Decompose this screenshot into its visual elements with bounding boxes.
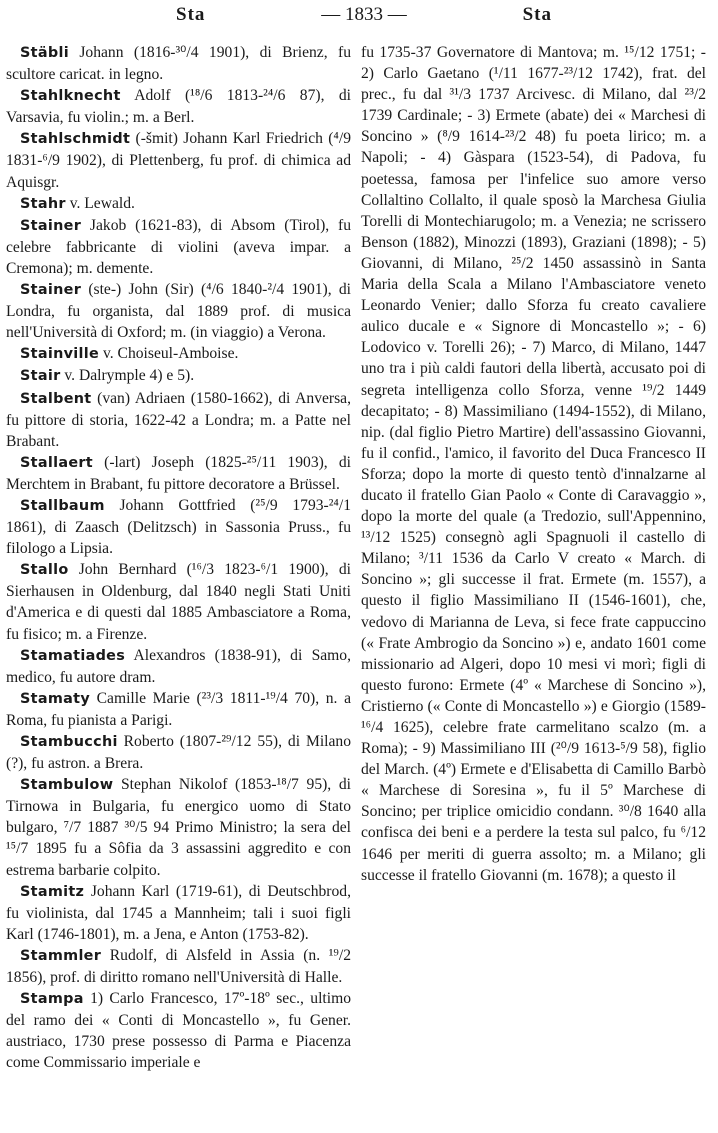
dictionary-entry xyxy=(6,645,351,688)
entry-headword: Stainer xyxy=(20,217,82,234)
dictionary-entry xyxy=(6,193,351,215)
entry-text: Jakob (1621-83), di Absom (Tirol), fu celebre fabbricante di violini (aveva impar. a Cremona); m. demente. xyxy=(6,216,351,277)
right-column-text: fu 1735-37 Governatore di Mantova; m. ¹⁵/12 1751; - 2) Carlo Gaetano (¹/11 1677-²³/12 1742), frat. del prec., fu dal ³¹/3 1737 Arcivesc. di Milano, dal ²³/2 1739 Cardinale; - 3) Ermete (abate) dei « Marchesi di Soncino » (⁸/9 1614-²³/2 48) fu poeta lirico; m. a Napoli; - 4) Gàspara (1523-54), di Padova, fu poetessa, famosa per l'infelice suo amore verso Collaltino Collalto, il quale sposò la Marchesa Giulia Torelli di Montechiarugolo; m. a Venezia; ne scrissero Benson (1882), Minozzi (1893), Graziani (1898); - 5) Giovanni, di Milano, ²⁵/2 1450 assassinò in Santa Maria della Scala a Milano l'Ambasciatore veneto Leonardo Venier; dallo Sforza fu creato cavaliere aulico ducale e « Signore di Moncastello »; - 6) Lodovico v. Torelli 26); - 7) Marco, di Milano, 1447 uno tra i più caldi fautori della libertà, accusato poi di segreta intelligenza collo Sforza, venne ¹⁹/2 1449 decapitato; - 8) Massimiliano (1494-1552), di Milano, nip. (dal figlio Pietro Martire) dell'assassino Giovanni, fu il confid., l'amico, il favorito del Duca Francesco II Sforza; dopo la morte di questo tentò d'innalzarne al ducato il fratello Gian Paolo « Conte di Caravaggio », dopo la morte del quale (a Tredozio, sull'Appennino, ¹³/12 1525) consegnò agli Spagnuoli il castello di Milano; ³/11 1536 da Carlo V creato « March. di Soncino »; gli successe il frat. Ermete (m. 1557), a questo il figlio Massimiliano II (1546-1601), che, vedovo di Marianna de Leva, si fece frate cappuccino (« Frate Ambrogio da Soncino ») e, andato 1601 come missionario ad Algeri, dopo 10 mesi vi morì; figli di questo furono: Ermete (4º « Marchese di Soncino »), Cristierno (« Conte di Moncastello ») e Giorgio (1589-¹⁶/4 1625), celebre frate carmelitano scalzo (m. a Roma); - 9) Massimiliano III (²⁰/9 1613-⁵/9 58), figlio del March. (4º) Ermete e d'Elisabetta di Camillo Barbò « Marchese di Soresina », fu il 5º Marchese di Soncino; per triplice omicidio condann. ³⁰/8 1640 alla confisca dei beni e a perdere la testa sul palco, fu ⁶/12 1646 per meriti di guerra assolto; m. a Milano; gli successe il fratello Giovanni (m. 1678); a questo il xyxy=(361,44,706,884)
dictionary-entry xyxy=(6,881,351,945)
entry-headword: Stair xyxy=(20,368,61,385)
entry-text: John Bernhard (¹⁶/3 1823-⁶/1 1900), di Sierhausen in Oldenburg, dal 1840 negli Stati Uniti d'America e di questi dal 1885 Ambasciatore a Roma, fu fisico; m. a Firenze. xyxy=(6,561,351,643)
dictionary-entry xyxy=(6,215,351,279)
entry-headword: Stainer xyxy=(20,282,82,299)
entry-text: (-lart) Joseph (1825-²⁵/11 1903), di Merchtem in Brabant, fu pittore decoratore a Brüssel. xyxy=(6,453,351,493)
entry-text: Johann (1816-³⁰/4 1901), di Brienz, fu scultore caricat. in legno. xyxy=(6,44,351,84)
dictionary-entry xyxy=(6,279,351,343)
header-right-guide-word: Sta xyxy=(522,4,552,25)
entry-headword: Stainville xyxy=(20,346,100,363)
dictionary-entry xyxy=(6,85,351,128)
right-column xyxy=(361,42,706,1074)
dictionary-entry xyxy=(6,731,351,774)
dictionary-entry xyxy=(6,42,351,85)
entry-headword: Stallbaum xyxy=(20,497,105,514)
dictionary-entry xyxy=(6,388,351,452)
entry-text: Roberto (1807-²⁹/12 55), di Milano (?), fu astron. a Brera. xyxy=(6,733,351,773)
entry-headword: Stallo xyxy=(20,562,69,579)
entry-headword: Stalbent xyxy=(20,390,92,407)
entry-headword: Stäbli xyxy=(20,45,69,61)
dictionary-entry xyxy=(6,452,351,495)
entry-headword: Stamaty xyxy=(20,690,91,707)
entry-text: v. Lewald. xyxy=(65,194,135,212)
entry-text: Johann Karl (1719-61), di Deutschbrod, fu violinista, dal 1745 a Mannheim; tali i suoi figli Karl (1746-1801), m. a Jena, e Anton (1753-82). xyxy=(6,882,351,943)
dictionary-entry xyxy=(6,128,351,192)
dictionary-entry xyxy=(6,945,351,988)
entry-text: Stephan Nikolof (1853-¹⁸/7 95), di Tirnowa in Bulgaria, fu energico uomo di Stato bulgaro, ⁷/7 1887 ³⁰/5 94 Primo Ministro; la sera del ¹⁵/7 1895 fu a Sôfia da 3 assassini aggredito e con estrema barbarie colpito. xyxy=(6,776,351,879)
entry-text: Alexandros (1838-91), di Samo, medico, fu autore dram. xyxy=(6,646,351,686)
dictionary-entry xyxy=(6,343,351,365)
entry-headword: Stahlknecht xyxy=(20,88,121,105)
header-left-guide-word: Sta xyxy=(176,4,206,25)
entry-text: (ste-) John (Sir) (⁴/6 1840-²/4 1901), di Londra, fu organista, dal 1889 prof. di musica nell'Università di Oxford; m. (in viaggio) a Verona. xyxy=(6,281,351,342)
entry-text: Adolf (¹⁸/6 1813-²⁴/6 87), di Varsavia, fu violin.; m. a Berl. xyxy=(6,87,351,127)
entry-headword: Stambulow xyxy=(20,777,114,794)
entry-text: v. Choiseul-Amboise. xyxy=(99,345,239,363)
entry-text: Rudolf, di Alsfeld in Assia (n. ¹⁹/2 1856), prof. di diritto romano nell'Università di Halle. xyxy=(6,946,351,987)
entry-headword: Stallaert xyxy=(20,454,93,471)
columns xyxy=(6,42,712,1074)
entry-text: 1) Carlo Francesco, 17º-18º sec., ultimo del ramo dei « Conti di Moncastello », fu Gener. austriaco, 1730 prese possesso di Parma e Piacenza come Commissario imperiale e xyxy=(6,990,351,1072)
dictionary-entry xyxy=(6,365,351,387)
entry-headword: Stampa xyxy=(20,991,84,1008)
entry-headword: Stambucchi xyxy=(20,734,118,750)
entry-text: v. Dalrymple 4) e 5). xyxy=(60,367,195,385)
page-header xyxy=(6,4,712,34)
entry-text: (-šmit) Johann Karl Friedrich (⁴/9 1831-⁶/9 1902), di Plettenberg, fu prof. di chimica ad Aquisgr. xyxy=(6,130,351,191)
dictionary-entry xyxy=(6,988,351,1073)
entry-text: Johann Gottfried (²⁵/9 1793-²⁴/1 1861), di Zaasch (Delitzsch) in Sassonia Pruss., fu filologo a Lipsia. xyxy=(6,496,351,558)
left-column xyxy=(6,42,351,1074)
entry-headword: Stammler xyxy=(20,947,102,964)
entry-headword: Stamitz xyxy=(20,883,85,900)
entry-headword: Stahr xyxy=(20,195,66,212)
entry-headword: Stahlschmidt xyxy=(20,131,131,148)
entry-text: Camille Marie (²³/3 1811-¹⁹/4 70), n. a Roma, fu pianista a Parigi. xyxy=(6,689,351,729)
dictionary-entry xyxy=(6,559,351,644)
dictionary-entry xyxy=(6,495,351,559)
entry-headword: Stamatiades xyxy=(20,647,126,664)
dictionary-entry xyxy=(6,774,351,880)
dictionary-entry xyxy=(6,688,351,731)
entry-text: (van) Adriaen (1580-1662), di Anversa, fu pittore di storia, 1622-42 a Londra; m. a Patte nel Brabant. xyxy=(6,389,351,450)
page-number: — 1833 — xyxy=(321,4,407,25)
